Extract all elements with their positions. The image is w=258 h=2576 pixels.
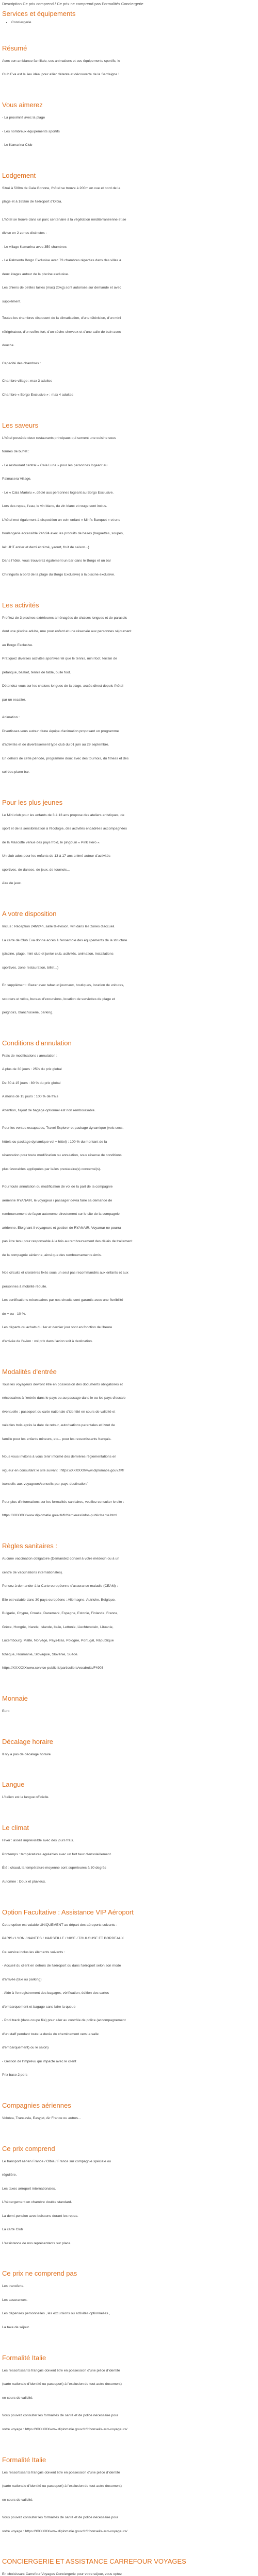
bullet-item: • Conciergerie (11, 20, 245, 25)
section-title: Résumé (2, 44, 27, 52)
section-title: Pour les plus jeunes (2, 798, 63, 806)
text-line: - La proximité avec la plage (2, 116, 45, 120)
text-line: Les chiens de petites tailles (max) 20kg) sont autorisés sur demande et avec (2, 286, 121, 290)
text-line: Prix base 2 pers (2, 2073, 28, 2077)
text-line: La carte de Club Eva donne accès à l'ensemble des équipements de la structure (2, 938, 127, 942)
text-line: Luxembourg, Malte, Norvège, Pays-Bas, Pologne, Portugal, République (2, 1639, 114, 1643)
text-line: dont une piscine adulte, une pour enfant et une réservée aux personnes séjournant (2, 630, 132, 634)
text-line: aérienne RYANAIR, le voyageur / passager devra faire sa demande de (2, 1198, 112, 1202)
section-title: Conditions d'annulation (2, 1039, 72, 1047)
text-line: Palmasera Village. (2, 477, 31, 481)
text-line: valables trois après la date de retour, autorisations parentales et livret de (2, 1423, 115, 1428)
section-title: Formalité Italie (2, 2353, 46, 2362)
text-line: Les certifications nécessaires par nos circuits sont garantis avec une flexibilité (2, 1298, 123, 1302)
text-line: https://XXXXXXwww.service-public.fr/particuliers/vosdroits/F4903 (2, 1666, 104, 1670)
section (2, 910, 245, 1020)
text-line: d'un staff pendant toute la durée du cheminement vers la salle (2, 2032, 99, 2036)
text-line: Un club ados pour les enfants de 13 à 17 ans animé autour d'activités (2, 854, 110, 858)
text-line: Bulgarie, Chypre, Croatie, Danemark, Espagne, Estonie, Finlande, France, (2, 1612, 119, 1616)
text-line: - Le Palmento Borgo Exclusive avec 73 chambres réparties dans des villas à (2, 259, 121, 263)
section (2, 421, 245, 582)
section (2, 1694, 245, 1719)
text-line: PARIS / LYON / NANTES / MARSEILLE / NICE / TOULOUSE ET BORDEAUX (2, 1937, 124, 1941)
text-line: Aucune vaccination obligatoire (Demandez conseil à votre médecin ou à un (2, 1557, 120, 1561)
blank-line (2, 353, 245, 357)
section-title: Modalités d'entrée (2, 1367, 57, 1376)
text-line: Nous vous invitons à vous tenir informé des dernières réglementations en (2, 1455, 117, 1459)
section-title: Formalité Italie (2, 2455, 46, 2464)
text-line: votre voyage : https://XXXXXXwww.diplomatie.gouv.fr/fr/conseils-aux-voyageurs/ (2, 2427, 127, 2431)
section-title: Les saveurs (2, 421, 39, 429)
text-line: divise en 2 zones distinctes : (2, 231, 47, 235)
text-line: boulangerie accessible 24h/24 avec les produits de bases (baguettes, soupes, (2, 532, 124, 536)
text-line: L'hôtel possède deux restaurants principaux qui servent une cuisine sous (2, 436, 116, 440)
text-line: Chambre village : max 3 adultes (2, 379, 53, 383)
text-line: Le transport aérien France / Olbia / France sur compagnie spéciale ou (2, 2159, 111, 2163)
text-line: Pour toute annulation ou modification de vol de la part de la compagnie (2, 1185, 113, 1189)
text-line: d'embarquement) ou le salon) (2, 2046, 49, 2050)
text-line: d'embarquement et bagage sans faire la queue (2, 2005, 76, 2009)
blank-line (2, 2405, 245, 2409)
section-title: Vous aimerez (2, 101, 43, 109)
text-line: - Le Kamarina Club (2, 143, 33, 147)
text-line: Pour les ventes escapades, Travel Explorer et package dynamique (vols secs, (2, 1126, 124, 1130)
text-line: L'italien est la langue officielle. (2, 1795, 50, 1800)
text-line: Euro (2, 1709, 10, 1713)
text-line: Profitez de 3 piscines extérieures aménagées de chaises longues et de parasols (2, 616, 127, 620)
sections-container (2, 10, 245, 2576)
text-line: Été : chaud, la température moyenne sont supérieures à 30 degrés (2, 1866, 106, 1870)
text-line: - Accueil du client en dehors de l'aéroport ou dans l'aéroport selon son mode (2, 1964, 121, 1968)
text-line: Frais de modifications / annulation : (2, 1054, 57, 1058)
text-line: En dehors de cette période, programme doux avec des tournois, du fitness et des (2, 756, 129, 760)
text-line: L'hôtel se trouve dans un parc centenaire à la végétation méditerranéenne et se (2, 217, 126, 222)
text-line: personnes à mobilité réduite. (2, 1284, 47, 1289)
text-line: Tous les voyageurs devront être en possession des documents obligatoires et (2, 1382, 123, 1386)
section (2, 309, 245, 402)
text-line: L'hôtel met également à disposition un coin enfant « Mini's Banquet » et une (2, 518, 121, 522)
blank-line (2, 1446, 245, 1450)
blank-line (2, 370, 245, 375)
text-line: Cette option est valable UNIQUEMENT au départ des aéroports suivants : (2, 1923, 118, 1927)
text-line: Animation : (2, 716, 20, 720)
text-line: https://XXXXXXwww.diplomatie.gouv.fr/fr/dernieres/infos-public/sante.html (2, 1514, 117, 1518)
section (2, 10, 245, 25)
text-line: Vous pouvez consulter les formalités de santé et de police nécessaire pour (2, 2414, 119, 2418)
section (2, 2557, 245, 2576)
blank-line (2, 1262, 245, 1266)
text-line: par un escalier. (2, 698, 26, 702)
text-line: Les ressortissants français doivent être en possession d'une pièce d'identité (2, 2368, 120, 2372)
text-line: En choisissant Carrefour Voyages Conciergerie pour votre séjour, vous optez (2, 2572, 122, 2576)
section (2, 101, 245, 152)
section (2, 799, 245, 891)
text-line: (carte nationale d'identité ou passeport) à l'exclusion de tout autre document) (2, 2484, 122, 2488)
blank-line (2, 1176, 245, 1180)
text-line: Les ressortissants français doivent être en possession d'une pièce d'identité (2, 2470, 120, 2475)
text-line: Hiver : assez imprévisible avec des jours frais. (2, 1839, 74, 1843)
text-line: Automne : Doux et pluvieux. (2, 1879, 46, 1884)
text-line: d'arrivée (taxi ou parking) (2, 1977, 42, 1981)
section (2, 1368, 245, 1523)
text-line: hôtels ou package dynamique vol + hôtel) : 100 % du montant de la (2, 1140, 107, 1144)
text-line: au Borgo Exclusive. (2, 643, 34, 647)
text-line: douche. (2, 344, 15, 348)
section (2, 172, 245, 309)
text-line: - Le village Kamarina avec 350 chambres (2, 245, 67, 249)
text-line: Pensez à demander à la Carte européenne d'assurance maladie (CEAM) : (2, 1584, 118, 1588)
text-line: supplément. (2, 299, 22, 303)
text-line: de + ou - 10 %. (2, 1312, 26, 1316)
text-line: (carte nationale d'identité ou passeport) à l'exclusion de tout autre document) (2, 2382, 122, 2386)
section (2, 1039, 245, 1349)
section (2, 1542, 245, 1675)
text-line: tchèque, Roumanie, Slovaquie, Slovénie, Suède. (2, 1652, 78, 1656)
text-line: Lors des repas, l'eau, le vin blanc, du vin blanc et rouge sont inclus. (2, 504, 107, 509)
blank-line (2, 707, 245, 711)
text-line: Club Eva est le lieu idéal pour allier détente et découverte de la Sardaigne ! (2, 73, 120, 77)
text-line: pétanque, basket, tennis de table, bulle foot. (2, 670, 71, 674)
document (2, 0, 245, 2576)
text-line: - Les nombreux équipements sportifs (2, 129, 60, 133)
text-line: Attention, l'ajout de bagage optionnel est non remboursable. (2, 1108, 96, 1112)
text-line: Divertissez-vous autour d'une équipe d'animation proposant un programme (2, 729, 119, 733)
section (2, 2102, 245, 2126)
section-title: Compagnies aériennes (2, 2101, 71, 2109)
text-line: plage et à 165km de l'aéroport d'Olbia. (2, 200, 62, 204)
section-title: Les activités (2, 601, 39, 609)
text-line: réfrigérateur, d'un coffre-fort, d'un sèche-cheveux et d'une salle de bain avec (2, 330, 121, 334)
text-line: La taxe de séjour. (2, 2325, 30, 2329)
text-line: Grèce, Hongrie, Irlande, Islande, Italie, Lettonie, Liechtenstein, Lituanie, (2, 1625, 114, 1629)
text-line: de la compagnie aérienne, ainsi que des remboursements émis. (2, 1253, 102, 1257)
blank-line (2, 1492, 245, 1496)
text-line: famille pour les enfants mineurs, etc... pour les ressortissants français. (2, 1437, 111, 1441)
text-line: remboursement de façon autonome directement sur le site de la compagnie (2, 1212, 120, 1216)
section-title: A votre disposition (2, 910, 57, 918)
text-line: scooters et vélos, bureau d'excursions, location de serviettes de plage et (2, 997, 115, 1001)
section-title: Décalage horaire (2, 1737, 54, 1745)
text-line: Ce service inclus les éléments suivants : (2, 1950, 66, 1954)
text-line: Aire de jeux. (2, 882, 22, 886)
section-title: Le climat (2, 1824, 29, 1832)
section (2, 1781, 245, 1805)
text-line: /conseils-aux-voyageurs/conseils-par-pays-destination/ (2, 1482, 88, 1486)
text-line: vigueur en consultant le site suivant : https://XXXXXXwww.diplomatie.gouv.fr/fr (2, 1468, 124, 1472)
text-line: en cours de validité. (2, 2396, 34, 2400)
text-line: Nos circuits et croisières fixés sous un seul pas recommandés aux enfants et aux (2, 1271, 128, 1275)
blank-line (2, 1117, 245, 1122)
text-line: plus favorables appliquées par le/les prestataire(s) concerné(s). (2, 1167, 101, 1171)
section-title: Ce prix ne comprend pas (2, 2269, 77, 2278)
text-line: pas être tenu pour responsable à la fois au remboursement des délais de traitement (2, 1240, 133, 1244)
text-line: de la Mascotte venue des pays froid, le pingouin « Pink Hero ». (2, 840, 101, 844)
text-line: Les dépenses personnelles , les excursions ou activités optionnelles , (2, 2312, 110, 2316)
section (2, 2269, 245, 2334)
section-title: Lodgement (2, 171, 36, 179)
text-line: aérienne. Eloignant il voyageurs et gestion de RYANAIR, Voyamar ne pourra (2, 1226, 121, 1230)
text-line: nécessaires à l'entrée dans le pays ou au passage dans le ou les pays d'escale (2, 1396, 126, 1400)
text-line: Pratiquez diverses activités sportives tel que le tennis, mini foot, terrain de (2, 657, 117, 661)
blank-line (2, 2507, 245, 2511)
text-line: La demi-pension avec boissons durant les repas. (2, 2214, 78, 2218)
text-line: De 30 à 15 jours : 80 % du prix global (2, 1081, 61, 1085)
blank-line (2, 209, 245, 213)
text-line: Inclus : Réception 24h/24h, salle télévision, wifi dans les zones d'accueil. (2, 925, 116, 929)
section-title: Monnaie (2, 1694, 28, 1702)
text-line: soirées piano bar. (2, 770, 30, 774)
text-line: en cours de validité. (2, 2498, 34, 2502)
section (2, 1824, 245, 1889)
text-line: régulière. (2, 2173, 17, 2177)
text-line: éventuelle : passeport ou carte nationale d'identité en cours de validité et (2, 1410, 116, 1414)
text-line: Capacité des chambres : (2, 361, 41, 365)
section (2, 2145, 245, 2251)
text-line: A plus de 30 jours : 25% du prix global (2, 1067, 62, 1072)
text-line: Pour plus d'informations sur les formalités sanitaires, veuillez consulter le site : (2, 1500, 124, 1504)
section-title: Option Facultative : Assistance VIP Aéroport (2, 1908, 134, 1916)
text-line: A moins de 15 jours : 100 % de frais (2, 1095, 58, 1099)
section-title: Langue (2, 1781, 25, 1789)
text-line: formes de buffet : (2, 450, 29, 454)
text-line: d'arrivée de l'avion : vol prix dans l'avion soit à destination. (2, 1339, 93, 1343)
text-line: La carte Club (2, 2228, 23, 2232)
section (2, 1738, 245, 1762)
section (2, 601, 245, 779)
section (2, 44, 245, 82)
text-line: - Le restaurant central « Cala Luna » pour les personnes logeant au (2, 463, 108, 467)
section-title: Ce prix comprend (2, 2144, 55, 2153)
text-line: d'activités et de divertissement type club du 01 juin au 29 septembre. (2, 743, 109, 747)
section-title: Services et équipements (2, 10, 76, 18)
text-line: Chambre « Borgo Exclusive » : max 4 adultes (2, 393, 73, 397)
text-line: L'hébergement en chambre double standard. (2, 2200, 72, 2205)
text-line: - Pool track (dans coupe file) pour aller au contrôle de police (accompagnement (2, 2019, 126, 2023)
text-line: - Aide à l'enregistrement des bagages, vérification, édition des cartes (2, 1991, 109, 1995)
text-line: sport et de la sensibilisation à l'écologie, des activités encadrées accompagnées (2, 827, 127, 831)
text-line: Volotea, Transavia, Easyjet, Air France ou autres... (2, 2116, 81, 2120)
text-line: - Le « Cala Mariolu », dédié aux personnes logeant au Borgo Exclusive. (2, 490, 114, 495)
text-line: Il n'y a pas de décalage horaire (2, 1752, 51, 1756)
text-line: En supplément : Bazar avec tabac et journaux, boutiques, location de voitures, (2, 984, 124, 988)
text-line: Printemps : températures agréables avec un fort taux d'ensoleillement. (2, 1852, 112, 1856)
text-line: Les assurances. (2, 2298, 28, 2302)
text-line: Situé à 500m de Cala Gonone, l'hôtel se trouve à 200m en vue et bord de la (2, 186, 121, 190)
text-line: sportives, zone restauration, billet...) (2, 965, 59, 970)
text-line: Dans l'hôtel, vous trouverez également un bar dans le Borgo et un bar (2, 559, 111, 563)
text-line: Les départs ou achats du 1er et dernier jour sont en fonction de l'heure (2, 1326, 112, 1330)
text-line: Les transferts. (2, 2284, 25, 2289)
section (2, 1908, 245, 2082)
text-line: centre de vaccinations internationales). (2, 1570, 63, 1574)
blank-line (2, 975, 245, 979)
text-line: lait UHT entier et demi écrémé, yaourt, fruit de saison...) (2, 545, 89, 549)
text-line: (piscine, plage, mini club et junior club, activités, animation, installations (2, 952, 114, 956)
section (2, 2456, 245, 2539)
text-line: Les taxes aéroport internationales. (2, 2187, 56, 2191)
section-title: Règles sanitaires : (2, 1542, 57, 1550)
text-line: peignoirs, blanchisserie, parking. (2, 1011, 53, 1015)
text-line: Chiringuito à bord de la plage du Borgo Exclusive) à la piscine exclusive. (2, 572, 115, 577)
text-line: Détendez-vous sur les chaises longues de la plage, accès direct depuis l'hôtel (2, 684, 123, 688)
section (2, 2354, 245, 2437)
text-line: Elle est valable dans 30 pays européens : Allemagne, Autriche, Belgique, (2, 1598, 116, 1602)
text-line: deux étages autour de la piscine exclusive. (2, 272, 69, 276)
section-title: CONCIERGERIE ET ASSISTANCE CARREFOUR VOYAGES (2, 2557, 186, 2566)
breadcrumb: Description Ce prix comprend / Ce prix ne comprend pas Formalités Conciergerie (2, 2, 143, 6)
text-line: Vous pouvez consulter les formalités de santé et de police nécessaire pour (2, 2516, 119, 2520)
text-line: votre voyage : https://XXXXXXwww.diplomatie.gouv.fr/fr/conseils-aux-voyageurs/ (2, 2529, 127, 2533)
text-line: - Gestion de l'imprévu qui impacte avec le client (2, 2059, 76, 2063)
bullet-list (11, 20, 245, 25)
text-line: Le Mini club pour les enfants de 3 à 13 ans propose des ateliers artistiques, de (2, 813, 124, 817)
text-line: L'assistance de nos représentants sur place (2, 2241, 71, 2245)
text-line: sportives, de danses, de jeux, de tournois... (2, 868, 70, 872)
text-line: Toutes les chambres disposent de la climatisation, d'une télévision, d'un mini (2, 316, 121, 320)
text-line: Avec son ambiance familiale, ses animations et ses équipements sportifs, le (2, 59, 120, 63)
text-line: réservation pour toute modification ou annulation, sous réserve de conditions (2, 1154, 122, 1158)
